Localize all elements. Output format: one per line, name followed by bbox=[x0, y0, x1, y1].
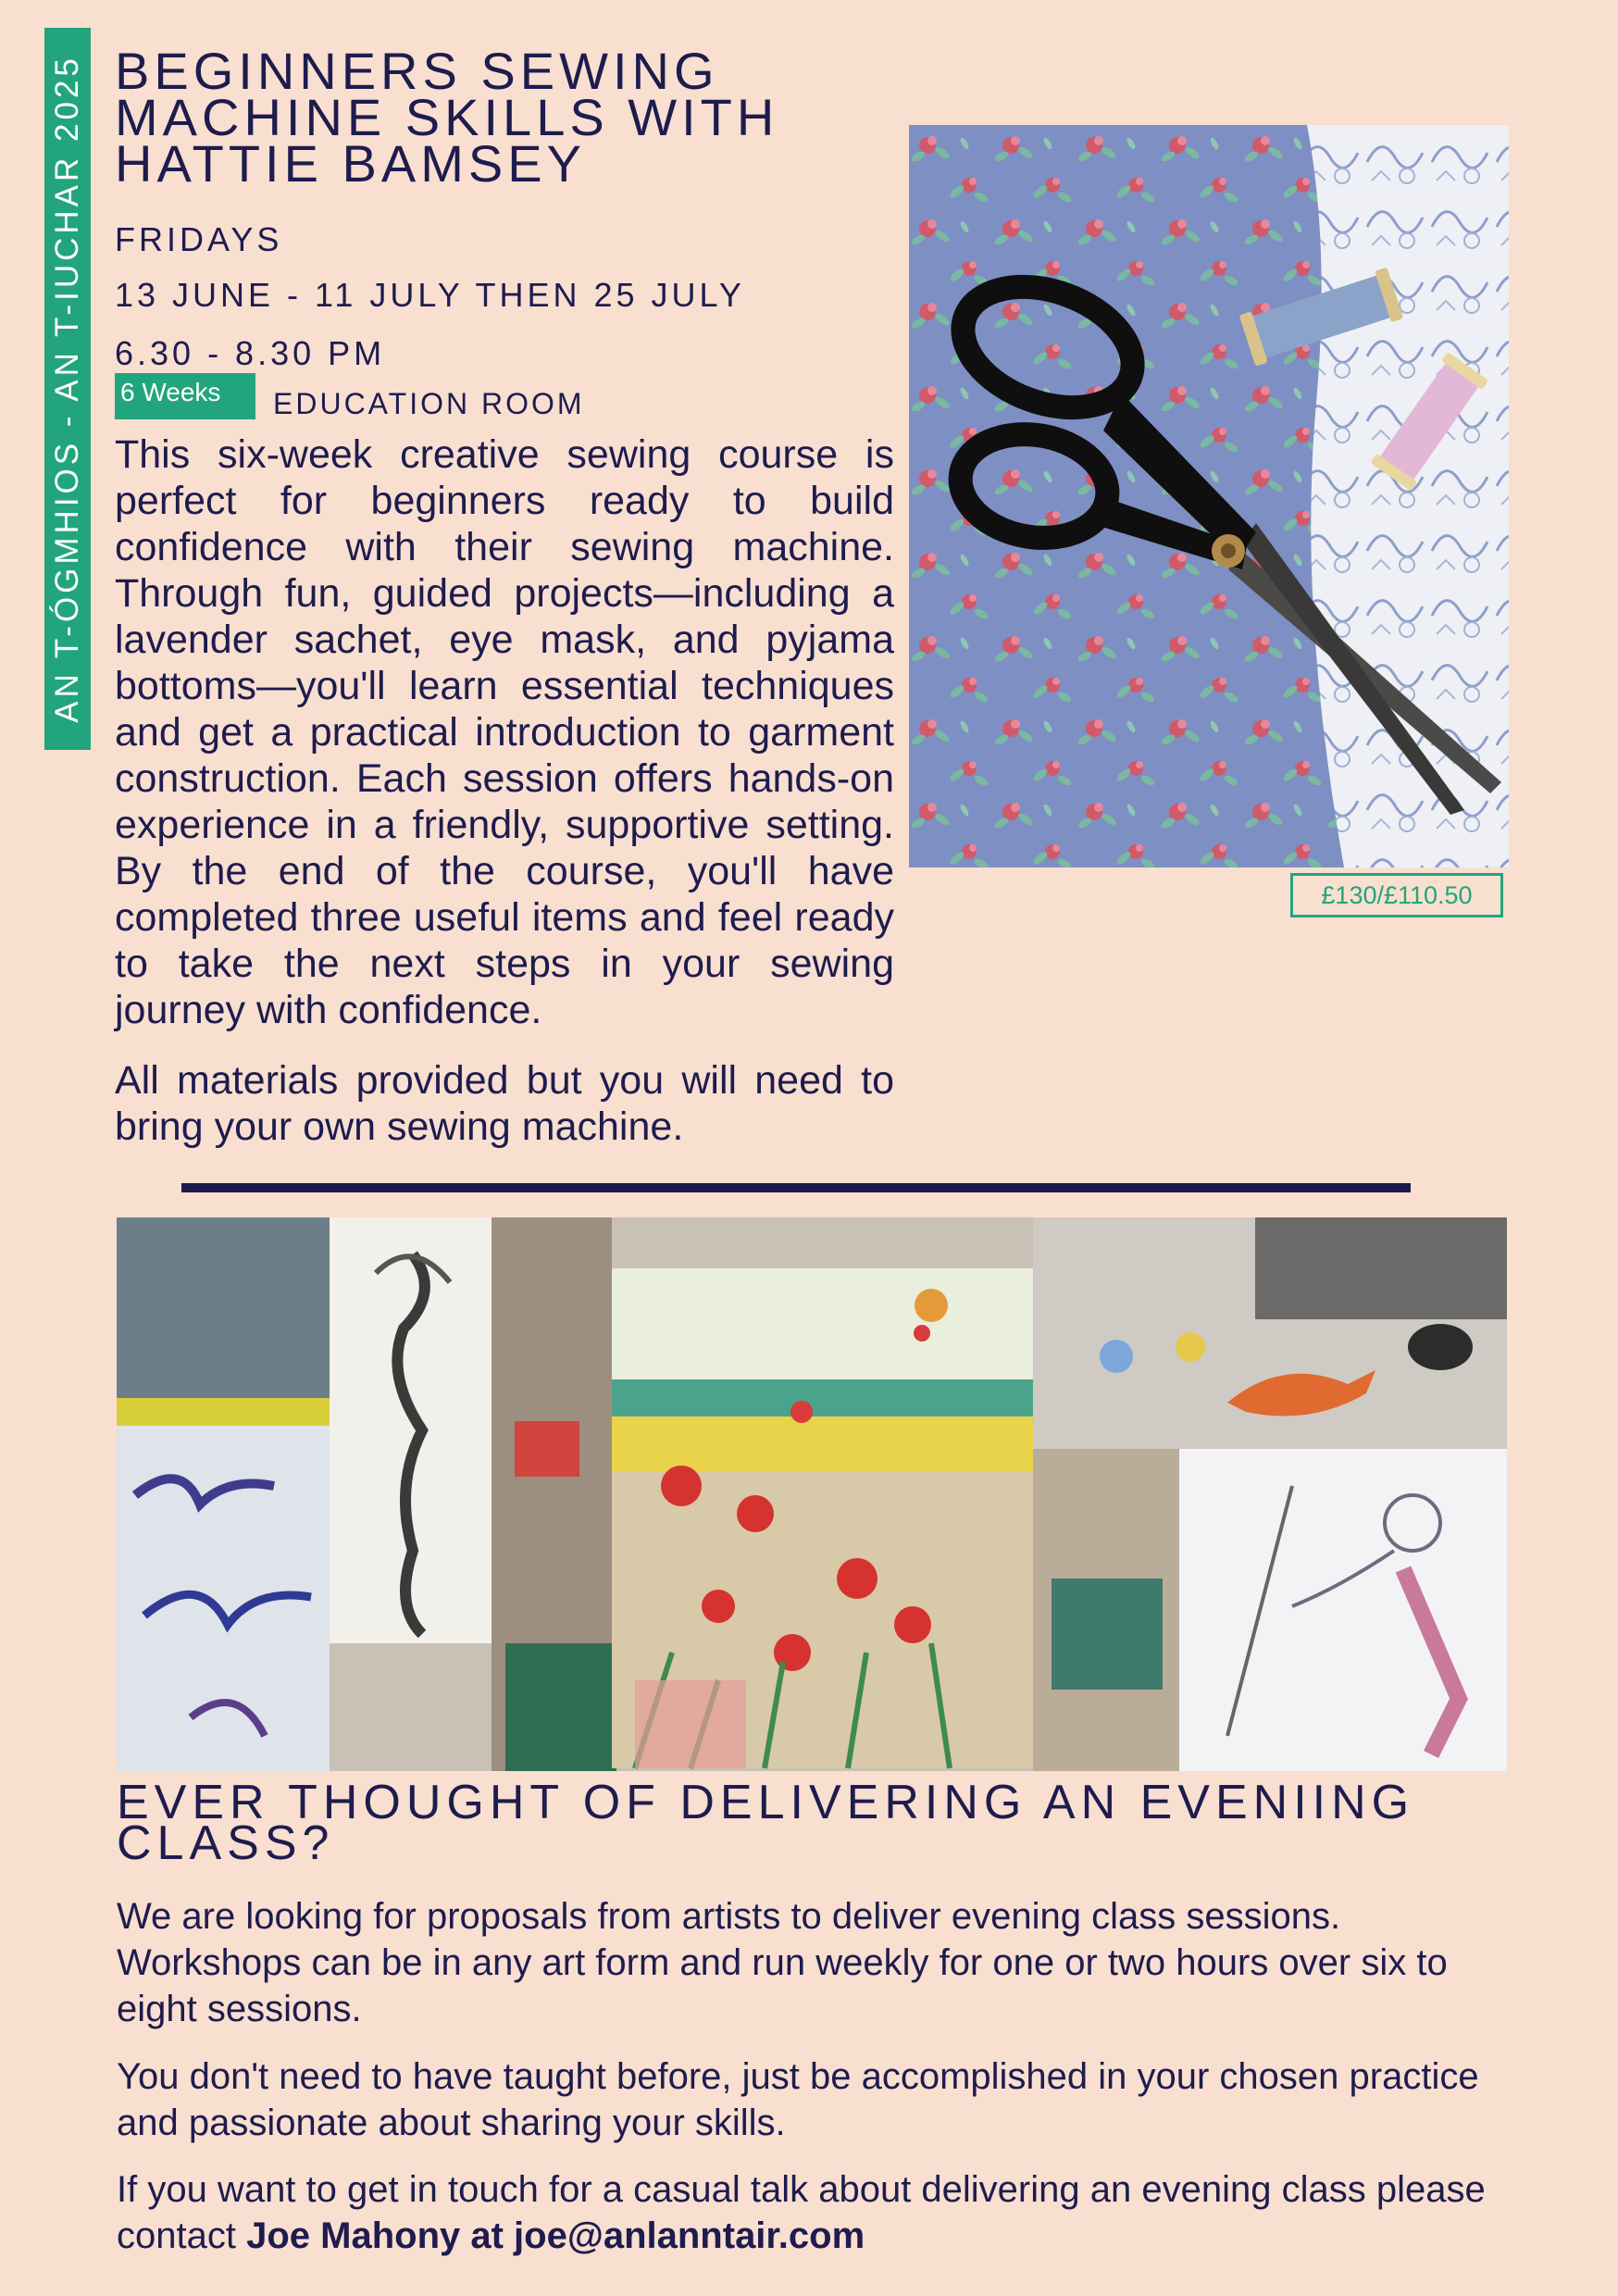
contact-lead: If you want to get in touch for a casual talk about delivering an evening class please contact bbox=[117, 2169, 1486, 2256]
course-dates: 13 JUNE - 11 JULY THEN 25 JULY bbox=[115, 276, 745, 314]
sewing-photo bbox=[909, 125, 1509, 867]
section-divider bbox=[181, 1183, 1411, 1192]
contact-email-link[interactable]: Joe Mahony at joe@anlanntair.com bbox=[246, 2215, 865, 2256]
side-tab-label: AN T-ÓGMHIOS - AN T-IUCHAR 2025 bbox=[49, 55, 85, 723]
course-day: FRIDAYS bbox=[115, 220, 283, 258]
course-materials: All materials provided but you will need to bring your own sewing machine. bbox=[115, 1058, 894, 1149]
proposals-heading: EVER THOUGHT OF DELIVERING AN EVENIING CLASS? bbox=[117, 1776, 1415, 1870]
artwork-collage bbox=[117, 1217, 1507, 1771]
proposals-para-3 bbox=[117, 2166, 1507, 2259]
course-time: 6.30 - 8.30 PM bbox=[115, 334, 386, 372]
course-room: EDUCATION ROOM bbox=[273, 387, 585, 420]
price-tag: £130/£110.50 bbox=[1290, 873, 1503, 917]
course-title: BEGINNERS SEWING MACHINE SKILLS WITH HATTIE BAMSEY bbox=[115, 42, 779, 193]
course-description: This six-week creative sewing course is perfect for beginners ready to build confidence with their sewing machine. Through fun, guided projects—including a lavender sachet, eye mask, and pyjama bottoms—you'll learn essential techniques and get a practical introduction to garment construction. Each session offers hands-on experience in a friendly, supportive setting. By the end of the course, you'll have completed three useful items and feel ready to take the next steps in your sewing journey with confidence. bbox=[115, 432, 894, 1032]
weeks-badge: 6 Weeks bbox=[115, 373, 255, 419]
proposals-para-2: You don't need to have taught before, just be accomplished in your chosen practice and passionate about sharing your skills. bbox=[117, 2056, 1479, 2143]
proposals-para-1: We are looking for proposals from artists to deliver evening class sessions. Workshops can be in any art form and run weekly for one or two hours over six to eight sessions. bbox=[117, 1896, 1448, 2029]
